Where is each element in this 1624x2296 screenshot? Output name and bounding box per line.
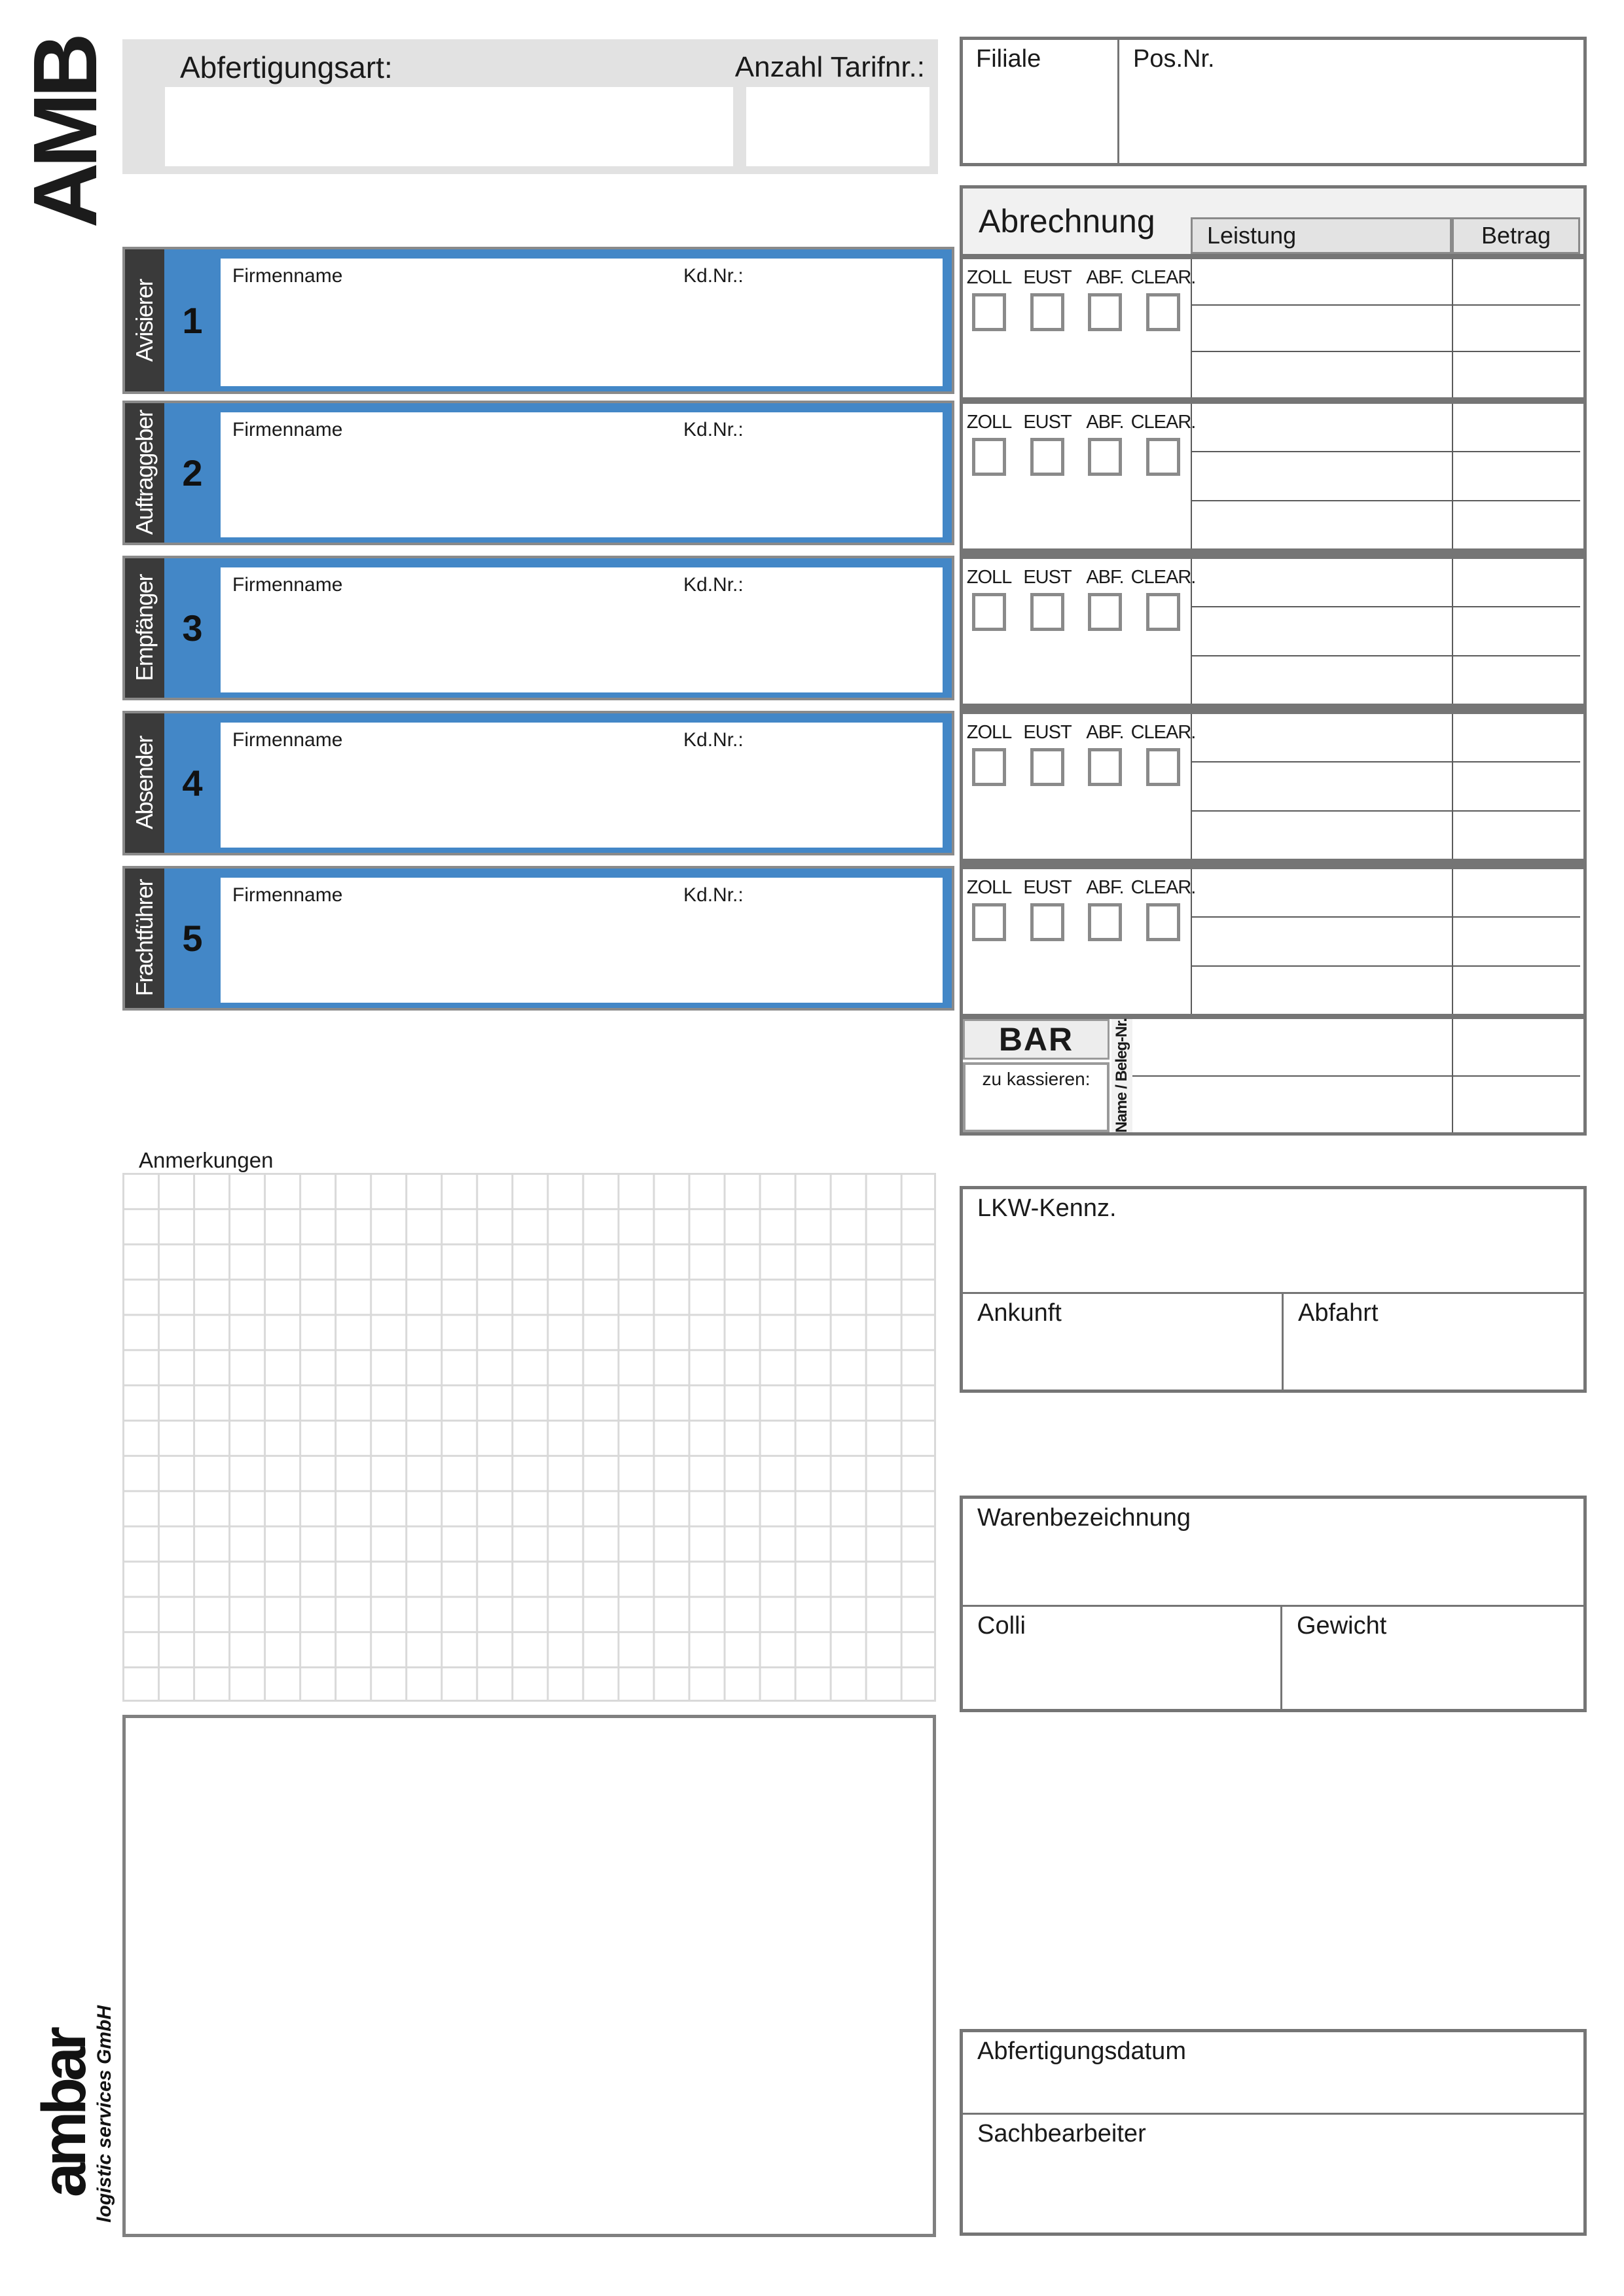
abf-label: ABF. — [1086, 267, 1124, 288]
separator — [963, 397, 1583, 404]
zoll-label: ZOLL — [966, 722, 1012, 743]
clear-checkbox-row2[interactable] — [1146, 438, 1180, 476]
leistung-cell[interactable] — [1192, 869, 1452, 918]
abrechnung-panel — [960, 185, 1587, 1136]
leistung-cell[interactable] — [1192, 812, 1452, 859]
leistung-cell[interactable] — [1192, 762, 1452, 811]
abrechnung-block-1 — [963, 259, 1583, 397]
colli-label: Colli — [977, 1612, 1026, 1640]
lkw-kennz-input[interactable] — [963, 1222, 1583, 1292]
betrag-column-header: Betrag — [1452, 217, 1580, 254]
leistung-cells — [1191, 869, 1452, 1014]
role-tab — [125, 558, 164, 698]
zoll-label: ZOLL — [966, 567, 1012, 588]
firmenname-label: Firmenname — [232, 729, 343, 751]
kdnr-label: Kd.Nr.: — [683, 574, 744, 596]
anzahl-tarifnr-label: Anzahl Tarifnr.: — [734, 51, 925, 83]
zu-kassieren-box[interactable] — [963, 1062, 1110, 1132]
eust-checkbox-row1[interactable] — [1030, 293, 1064, 331]
separator — [963, 254, 1583, 259]
row-number: 5 — [182, 918, 203, 959]
colli-input[interactable] — [963, 1640, 1280, 1709]
bar-label-box — [963, 1019, 1110, 1060]
abf-checkbox-row5[interactable] — [1088, 903, 1122, 941]
leistung-cell[interactable] — [1192, 404, 1452, 452]
betrag-cell[interactable] — [1453, 1019, 1580, 1077]
betrag-cell[interactable] — [1453, 656, 1580, 704]
betrag-cells — [1452, 869, 1580, 1014]
waren-table — [960, 1496, 1587, 1712]
role-tab — [125, 249, 164, 391]
filiale-input[interactable] — [963, 73, 1117, 163]
abrechnung-block-4 — [963, 714, 1583, 859]
betrag-cell[interactable] — [1453, 352, 1580, 397]
betrag-cell[interactable] — [1453, 559, 1580, 607]
separator — [963, 548, 1583, 559]
betrag-cells — [1452, 559, 1580, 704]
role-label: Frachtführer — [131, 880, 158, 997]
anmerkungen-grid[interactable] — [122, 1173, 936, 1702]
betrag-cell[interactable] — [1453, 967, 1580, 1014]
role-label: Avisierer — [131, 279, 158, 362]
clear-label: CLEAR. — [1130, 877, 1196, 898]
bar-betrag-cells — [1452, 1019, 1580, 1132]
abfertigungsdatum-input[interactable] — [963, 2064, 1583, 2113]
abf-checkbox-row2[interactable] — [1088, 438, 1122, 476]
role-label: Auftraggeber — [131, 410, 158, 535]
zu-kassieren-label: zu kassieren: — [982, 1069, 1091, 1089]
party-row-empfaenger — [122, 556, 954, 700]
zoll-checkbox-row4[interactable] — [972, 748, 1006, 786]
abfahrt-input[interactable] — [1284, 1327, 1583, 1390]
separator — [963, 1014, 1583, 1019]
eust-label: EUST — [1023, 567, 1072, 588]
abf-checkbox-row1[interactable] — [1088, 293, 1122, 331]
betrag-cell[interactable] — [1453, 869, 1580, 918]
betrag-cells — [1452, 404, 1580, 548]
betrag-cells — [1452, 259, 1580, 397]
abf-label: ABF. — [1086, 412, 1124, 433]
abf-label: ABF. — [1086, 877, 1124, 898]
leistung-cell[interactable] — [1192, 352, 1452, 397]
abrechnung-block-3 — [963, 559, 1583, 704]
kdnr-label: Kd.Nr.: — [683, 729, 744, 751]
betrag-cells — [1452, 714, 1580, 859]
abf-label: ABF. — [1086, 722, 1124, 743]
separator — [963, 859, 1583, 869]
firmenname-label: Firmenname — [232, 265, 343, 287]
zoll-checkbox-row2[interactable] — [972, 438, 1006, 476]
firmenname-label: Firmenname — [232, 574, 343, 596]
abrechnung-block-2 — [963, 404, 1583, 548]
datum-table — [960, 2029, 1587, 2236]
kdnr-label: Kd.Nr.: — [683, 419, 744, 440]
leistung-cell[interactable] — [1192, 918, 1452, 966]
warenbezeichnung-input[interactable] — [963, 1532, 1583, 1605]
betrag-cell[interactable] — [1453, 306, 1580, 352]
betrag-cell[interactable] — [1453, 762, 1580, 811]
leistung-cell[interactable] — [1192, 714, 1452, 762]
eust-checkbox-row5[interactable] — [1030, 903, 1064, 941]
gewicht-label: Gewicht — [1297, 1612, 1387, 1640]
abfertigungsart-label: Abfertigungsart: — [180, 50, 393, 84]
posnr-input[interactable] — [1119, 73, 1583, 163]
abrechnung-block-5 — [963, 869, 1583, 1014]
betrag-cell[interactable] — [1453, 259, 1580, 306]
role-tab — [125, 403, 164, 543]
abfahrt-label: Abfahrt — [1298, 1299, 1379, 1327]
amb-logo — [14, 25, 116, 241]
leistung-cell[interactable] — [1192, 559, 1452, 607]
leistung-cell[interactable] — [1192, 306, 1452, 352]
eust-label: EUST — [1023, 877, 1072, 898]
row-number: 2 — [182, 452, 203, 493]
zoll-checkbox-row5[interactable] — [972, 903, 1006, 941]
bar-label: BAR — [998, 1021, 1074, 1058]
zoll-label: ZOLL — [966, 412, 1012, 433]
row-number: 3 — [182, 607, 203, 649]
clear-checkbox-row4[interactable] — [1146, 748, 1180, 786]
abfertigungsart-panel — [122, 39, 938, 174]
gewicht-input[interactable] — [1282, 1640, 1583, 1709]
ambar-logo-subtitle: logistic services GmbH — [94, 2005, 115, 2223]
zoll-checkbox-row1[interactable] — [972, 293, 1006, 331]
notes-box[interactable] — [122, 1715, 936, 2237]
eust-checkbox-row2[interactable] — [1030, 438, 1064, 476]
clear-checkbox-row3[interactable] — [1146, 593, 1180, 631]
abfertigungsdatum-label: Abfertigungsdatum — [977, 2037, 1186, 2065]
lkw-table — [960, 1186, 1587, 1393]
betrag-cell[interactable] — [1453, 607, 1580, 656]
leistung-cell[interactable] — [1192, 607, 1452, 656]
eust-checkbox-row4[interactable] — [1030, 748, 1064, 786]
role-label: Empfänger — [131, 575, 158, 681]
leistung-cell[interactable] — [1132, 1019, 1452, 1077]
leistung-cell[interactable] — [1192, 259, 1452, 306]
divider — [963, 1605, 1583, 1607]
row-number: 4 — [182, 762, 203, 804]
zoll-checkbox-row3[interactable] — [972, 593, 1006, 631]
divider — [963, 1292, 1583, 1294]
role-tab — [125, 869, 164, 1008]
eust-label: EUST — [1023, 722, 1072, 743]
kdnr-label: Kd.Nr.: — [683, 265, 744, 287]
anmerkungen-label: Anmerkungen — [139, 1148, 274, 1172]
eust-checkbox-row3[interactable] — [1030, 593, 1064, 631]
anzahl-tarifnr-input[interactable] — [746, 87, 929, 166]
clear-label: CLEAR. — [1130, 567, 1196, 588]
bar-leistung-cells — [1132, 1019, 1452, 1132]
ankunft-input[interactable] — [963, 1327, 1282, 1390]
party-row-auftraggeber — [122, 401, 954, 545]
zoll-label: ZOLL — [966, 877, 1012, 898]
abfertigungsart-input[interactable] — [165, 87, 733, 166]
ambar-logo-subtitle-wrap — [92, 2003, 118, 2225]
clear-checkbox-row5[interactable] — [1146, 903, 1180, 941]
ambar-logo — [29, 2003, 99, 2225]
betrag-cell[interactable] — [1453, 1077, 1580, 1133]
leistung-cell[interactable] — [1192, 656, 1452, 704]
abrechnung-title: Abrechnung — [979, 203, 1155, 240]
leistung-cell[interactable] — [1192, 452, 1452, 501]
separator — [963, 704, 1583, 714]
firmenname-label: Firmenname — [232, 419, 343, 440]
warenbezeichnung-label: Warenbezeichnung — [977, 1504, 1191, 1532]
abf-checkbox-row4[interactable] — [1088, 748, 1122, 786]
divider — [963, 2113, 1583, 2115]
ankunft-label: Ankunft — [977, 1299, 1062, 1327]
clear-label: CLEAR. — [1130, 722, 1196, 743]
betrag-cell[interactable] — [1453, 452, 1580, 501]
clear-label: CLEAR. — [1130, 267, 1196, 288]
betrag-cell[interactable] — [1453, 714, 1580, 762]
kdnr-label: Kd.Nr.: — [683, 884, 744, 906]
role-label: Absender — [131, 736, 158, 830]
posnr-label: Pos.Nr. — [1133, 45, 1215, 73]
betrag-cell[interactable] — [1453, 812, 1580, 859]
leistung-cells — [1191, 404, 1452, 548]
party-row-frachtfuehrer — [122, 866, 954, 1011]
filiale-label: Filiale — [976, 45, 1041, 73]
abf-label: ABF. — [1086, 567, 1124, 588]
leistung-cells — [1191, 559, 1452, 704]
party-row-avisierer — [122, 247, 954, 394]
leistung-cells — [1191, 259, 1452, 397]
row-number: 1 — [182, 300, 203, 341]
clear-checkbox-row1[interactable] — [1146, 293, 1180, 331]
leistung-cell[interactable] — [1132, 1077, 1452, 1133]
leistung-cell[interactable] — [1192, 967, 1452, 1014]
betrag-cell[interactable] — [1453, 501, 1580, 548]
name-beleg-label: Name / Beleg-Nr. — [1113, 1018, 1130, 1133]
ambar-logo-text: ambar — [29, 2030, 99, 2198]
filiale-posnr-table — [960, 37, 1587, 166]
party-row-absender — [122, 711, 954, 855]
leistung-column-header: Leistung — [1191, 217, 1452, 254]
zoll-label: ZOLL — [966, 267, 1012, 288]
betrag-cell[interactable] — [1453, 918, 1580, 966]
lkw-kennz-label: LKW-Kennz. — [977, 1194, 1117, 1222]
clear-label: CLEAR. — [1130, 412, 1196, 433]
amb-logo-text: AMB — [14, 37, 116, 228]
abf-checkbox-row3[interactable] — [1088, 593, 1122, 631]
bar-section — [963, 1019, 1583, 1132]
sachbearbeiter-label: Sachbearbeiter — [977, 2120, 1146, 2147]
sachbearbeiter-input[interactable] — [963, 2147, 1583, 2233]
firmenname-label: Firmenname — [232, 884, 343, 906]
leistung-cells — [1191, 714, 1452, 859]
betrag-cell[interactable] — [1453, 404, 1580, 452]
eust-label: EUST — [1023, 412, 1072, 433]
eust-label: EUST — [1023, 267, 1072, 288]
name-beleg-strip — [1111, 1019, 1132, 1132]
role-tab — [125, 713, 164, 853]
leistung-cell[interactable] — [1192, 501, 1452, 548]
